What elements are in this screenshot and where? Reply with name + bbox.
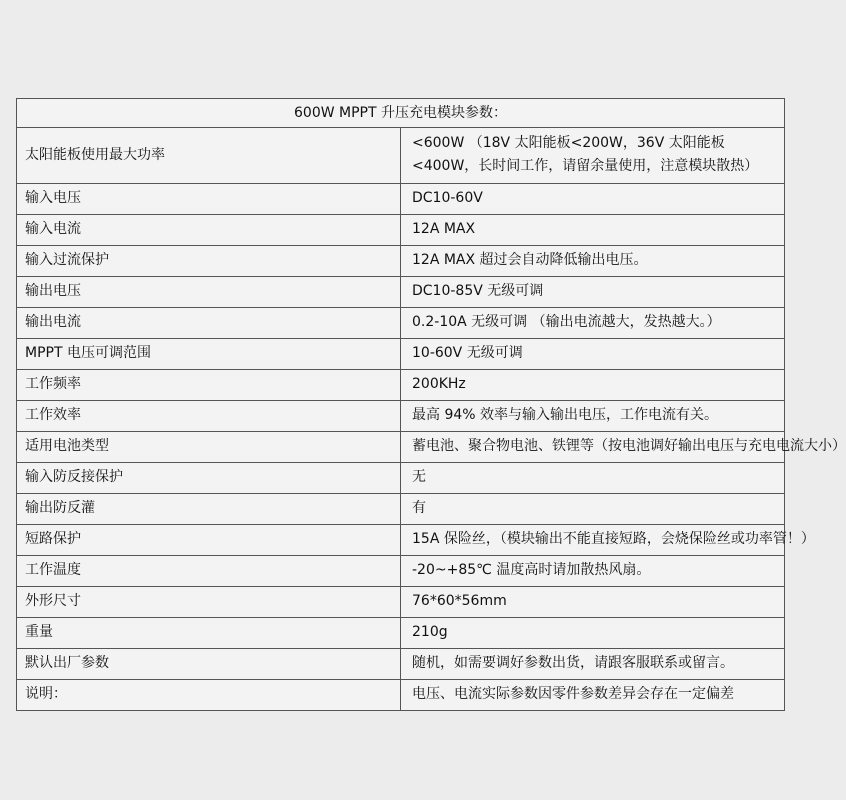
row-label: 输入电压 [17,184,401,215]
row-value: 76*60*56mm [401,587,785,618]
row-label: MPPT 电压可调范围 [17,339,401,370]
table-row [17,432,785,463]
table-row [17,246,785,277]
row-label: 短路保护 [17,525,401,556]
table-row [17,128,785,184]
row-label: 输入防反接保护 [17,463,401,494]
row-value: 最高 94% 效率与输入输出电压，工作电流有关。 [401,401,785,432]
table-row [17,308,785,339]
row-label: 输出电流 [17,308,401,339]
row-value: 10-60V 无级可调 [401,339,785,370]
table-row [17,680,785,711]
row-value: 电压、电流实际参数因零件参数差异会存在一定偏差 [401,680,785,711]
row-label: 太阳能板使用最大功率 [17,128,401,184]
table-row [17,215,785,246]
table-title: 600W MPPT 升压充电模块参数： [17,99,785,128]
row-value: 15A 保险丝，（模块输出不能直接短路，会烧保险丝或功率管！） [401,525,785,556]
row-label: 输出电压 [17,277,401,308]
row-value: 200KHz [401,370,785,401]
row-value: 210g [401,618,785,649]
table-row [17,587,785,618]
spec-table [16,98,846,711]
row-label: 适用电池类型 [17,432,401,463]
row-value: 0.2-10A 无级可调 （输出电流越大，发热越大。） [401,308,785,339]
row-label: 重量 [17,618,401,649]
row-label: 输出防反灌 [17,494,401,525]
table-row [17,339,785,370]
row-label: 工作效率 [17,401,401,432]
row-label: 说明： [17,680,401,711]
row-value: 12A MAX 超过会自动降低输出电压。 [401,246,785,277]
row-label: 工作频率 [17,370,401,401]
table-row [17,463,785,494]
row-value: -20~+85℃ 温度高时请加散热风扇。 [401,556,785,587]
table-row [17,401,785,432]
row-label: 输入电流 [17,215,401,246]
row-value: <600W （18V 太阳能板<200W，36V 太阳能板<400W，长时间工作，请留余量使用，注意模块散热） [401,128,785,184]
table-row [17,649,785,680]
table-row [17,618,785,649]
row-label: 输入过流保护 [17,246,401,277]
row-value: DC10-85V 无级可调 [401,277,785,308]
row-label: 默认出厂参数 [17,649,401,680]
table-row [17,184,785,215]
table-row [17,277,785,308]
table-row [17,494,785,525]
row-label: 外形尺寸 [17,587,401,618]
row-value: 蓄电池、聚合物电池、铁锂等（按电池调好输出电压与充电电流大小） [401,432,785,463]
table-title-row [17,99,785,128]
row-value: 随机，如需要调好参数出货，请跟客服联系或留言。 [401,649,785,680]
table-row [17,525,785,556]
row-value: DC10-60V [401,184,785,215]
row-value: 有 [401,494,785,525]
row-label: 工作温度 [17,556,401,587]
row-value: 12A MAX [401,215,785,246]
table-row [17,370,785,401]
row-value: 无 [401,463,785,494]
table-row [17,556,785,587]
